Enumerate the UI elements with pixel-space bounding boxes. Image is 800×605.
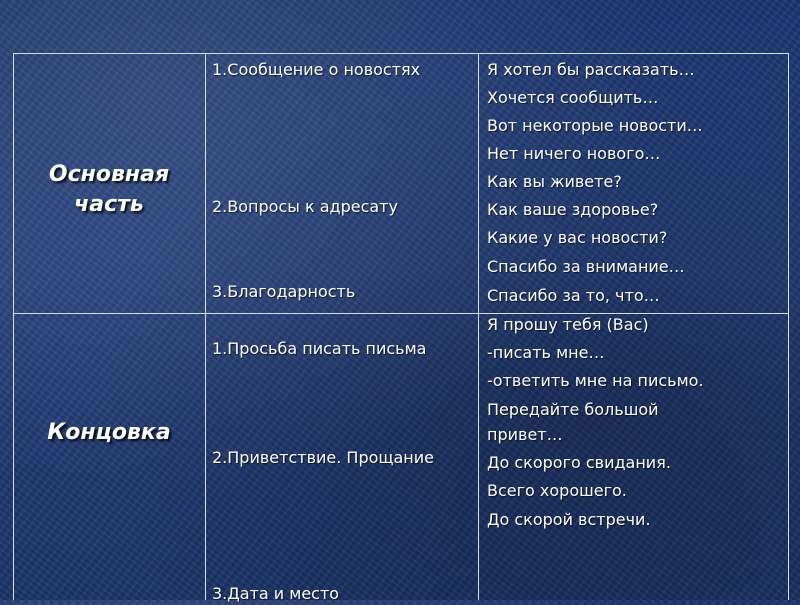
main-phrase: Как ваше здоровье? — [487, 200, 659, 219]
table-right-border — [788, 53, 789, 600]
main-phrase: Хочется сообщить… — [487, 88, 659, 107]
ending-phrase: Всего хорошего. — [487, 481, 627, 500]
table-top-border — [13, 53, 789, 54]
main-topic-gratitude: 3.Благодарность — [212, 282, 356, 301]
main-phrase: Как вы живете? — [487, 172, 622, 191]
ending-phrase: До скорого свидания. — [487, 453, 671, 472]
ending-phrase: Передайте большой — [487, 400, 659, 419]
ending-phrase: Я прошу тебя (Вас) — [487, 315, 649, 334]
ending-phrase: До скорой встречи. — [487, 510, 651, 529]
ending-label: Концовка — [47, 420, 171, 445]
column-divider-2 — [478, 53, 479, 600]
main-topic-questions: 2.Вопросы к адресату — [212, 197, 398, 216]
ending-topic-request: 1.Просьба писать письма — [212, 339, 427, 358]
column-divider-1 — [205, 53, 206, 600]
main-phrase: Вот некоторые новости… — [487, 116, 703, 135]
main-part-label-line1: Основная — [48, 162, 170, 187]
ending-phrase: привет… — [487, 425, 563, 444]
main-phrase: Нет ничего нового… — [487, 144, 661, 163]
main-part-label — [14, 160, 204, 220]
ending-topic-greeting: 2.Приветствие. Прощание — [212, 448, 434, 467]
main-phrase: Спасибо за то, что… — [487, 286, 660, 305]
main-phrase: Я хотел бы рассказать… — [487, 60, 695, 79]
ending-topic-date: 3.Дата и место — [212, 584, 340, 603]
ending-phrase: -писать мне… — [487, 343, 605, 362]
main-part-label-line2: часть — [74, 192, 144, 217]
ending-phrase: -ответить мне на письмо. — [487, 371, 704, 390]
main-phrase: Какие у вас новости? — [487, 228, 668, 247]
table-left-border — [13, 53, 14, 600]
main-phrase: Спасибо за внимание… — [487, 257, 685, 276]
main-topic-news: 1.Сообщение о новостях — [212, 60, 421, 79]
